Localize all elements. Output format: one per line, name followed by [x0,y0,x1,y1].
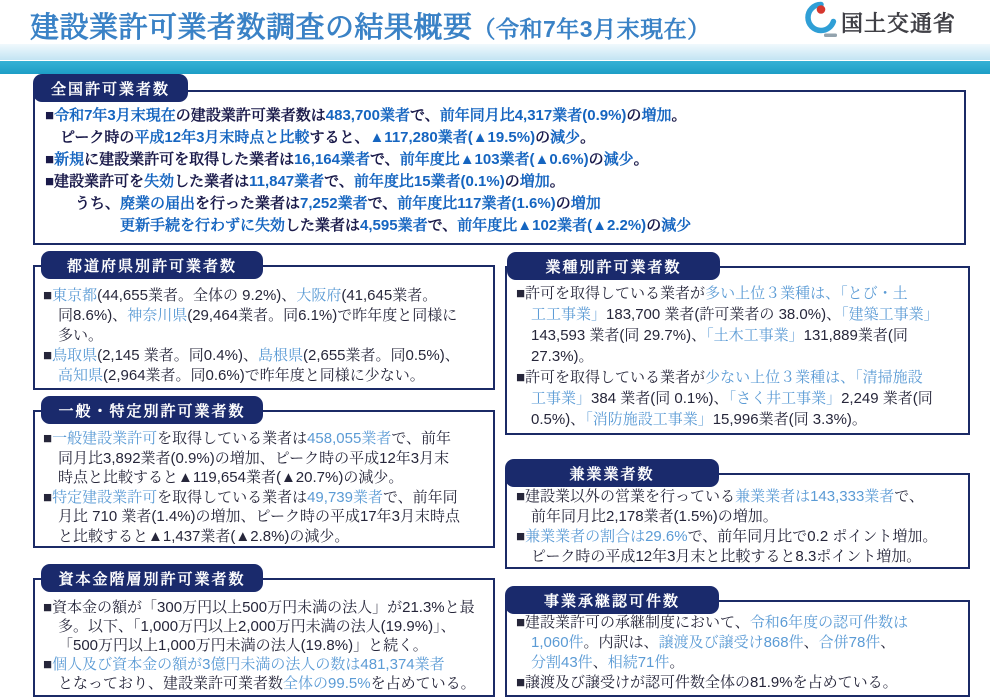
section-title-national-totals: 全国許可業者数 [33,74,188,102]
header-divider-teal [0,61,990,74]
text-line: ■建設業以外の営業を行っている兼業業者は143,333業者で、 [516,488,924,505]
text-line: 同8.6%)、神奈川県(29,464業者。同6.1%)で昨年度と同様に [58,307,458,324]
section-body-succession [516,613,963,693]
text-line: ■建設業許可の承継制度において、令和6年度の認可件数は [516,614,909,631]
text-line: 0.5%)、「消防施設工事業」15,996業者(同 3.3%)。 [531,411,867,428]
section-body-by-prefecture [43,286,487,386]
text-line: 更新手続を行わずに失効した業者は4,595業者で、前年度比▲102業者(▲2.2%)の減少 [120,217,692,234]
agency-logo-block [804,0,956,47]
text-line: ■個人及び資本金の額が3億円未満の法人の数は481,374業者 [43,656,445,673]
text-line: と比較すると▲1,437業者(▲2.8%)の減少。 [58,527,350,545]
section-title-by-capital: 資本金階層別許可業者数 [41,564,263,592]
text-line: 多い。 [58,327,104,344]
text-line: ■新規に建設業許可を取得した業者は16,164業者で、前年度比▲103業者(▲0.6%)の減少。 [45,151,649,168]
page-title-date: （令和7年3月末現在） [472,16,711,42]
text-line: ■譲渡及び譲受けが認可件数全体の81.9%を占めている。 [516,674,898,691]
text-line: 多。以下、「1,000万円以上2,000万円未満の法人(19.9%)」、 [58,618,456,635]
text-line: ■鳥取県(2,145 業者。同0.4%)、島根県(2,655業者。同0.5%)、 [43,347,460,364]
text-line: ■建設業許可を失効した業者は11,847業者で、前年度比15業者(0.1%)の増加。 [45,173,565,190]
section-body-general-specific [43,429,487,546]
section-body-side-business [516,487,963,567]
text-line: となっており、建設業許可業者数全体の99.5%を占めている。 [58,675,476,692]
text-line: 1,060件。内訳は、譲渡及び譲受け868件、合併78件、 [531,634,896,651]
text-line: 高知県(2,964業者。同0.6%)で昨年度と同様に少ない。 [58,367,425,384]
section-title-by-industry: 業種別許可業者数 [507,252,720,280]
text-line: 月比 710 業者(1.4%)の増加、ピーク時の平成17年3月末時点 [58,508,460,525]
text-line: 27.3%)。 [531,348,594,365]
text-line: ■資本金の額が「300万円以上500万円未満の法人」が21.3%と最 [43,599,475,616]
text-line: ピーク時の平成12年3月末と比較すると8.3ポイント増加。 [531,548,922,565]
text-line: ■許可を取得している業者が多い上位３業種は、「とび・土 [516,285,908,302]
section-title-succession: 事業承継認可件数 [505,586,719,614]
text-line: 前年同月比2,178業者(1.5%)の増加。 [531,508,778,525]
agency-name: 国土交通省 [841,11,957,36]
text-line: ■特定建設業許可を取得している業者は49,739業者で、前年同 [43,488,458,506]
text-line: ■兼業業者の割合は29.6%で、前年同月比で0.2 ポイント増加。 [516,528,938,545]
page-title [30,5,711,46]
text-line: ピーク時の平成12年3月末時点と比較すると、▲117,280業者(▲19.5%)の減少。 [60,129,596,146]
text-line: 時点と比較すると▲119,654業者(▲20.7%)の減少。 [58,469,404,486]
section-body-by-industry [516,283,963,430]
section-body-by-capital [43,598,487,693]
text-line: 分割43件、相続71件。 [531,654,685,671]
text-line: 工工事業」183,700 業者(許可業者の 38.0%)、「建築工事業」 [531,306,939,323]
text-line: 143,593 業者(同 29.7%)、「土木工事業」131,889業者(同 [531,327,908,344]
text-line: 「500万円以上1,000万円未満の法人(19.8%)」と続く。 [58,637,428,654]
page-title-main: 建設業許可業者数調査の結果概要 [30,12,473,44]
text-line: ■令和7年3月末現在の建設業許可業者数は483,700業者で、前年同月比4,317業者(0.9%)の増加。 [45,107,687,124]
section-body-national-totals [45,105,957,237]
text-line: ■一般建設業許可を取得している業者は458,055業者で、前年 [43,430,452,447]
text-line: ■東京都(44,655業者。全体の 9.2%)、大阪府(41,645業者。 [43,287,438,304]
text-line: 同月比3,892業者(0.9%)の増加、ピーク時の平成12年3月末 [58,449,450,467]
header-divider-light [0,44,990,60]
section-title-general-specific: 一般・特定別許可業者数 [41,396,263,424]
mlit-swirl-icon [804,0,838,47]
text-line: 工事業」384 業者(同 0.1%)、「さく井工事業」2,249 業者(同 [531,390,933,407]
text-line: ■許可を取得している業者が少ない上位３業種は、「清掃施設 [516,369,923,386]
section-title-side-business: 兼業業者数 [505,459,719,487]
text-line: うち、廃業の届出を行った業者は7,252業者で、前年度比117業者(1.6%)の増加 [75,195,601,212]
section-title-by-prefecture: 都道府県別許可業者数 [41,251,263,279]
